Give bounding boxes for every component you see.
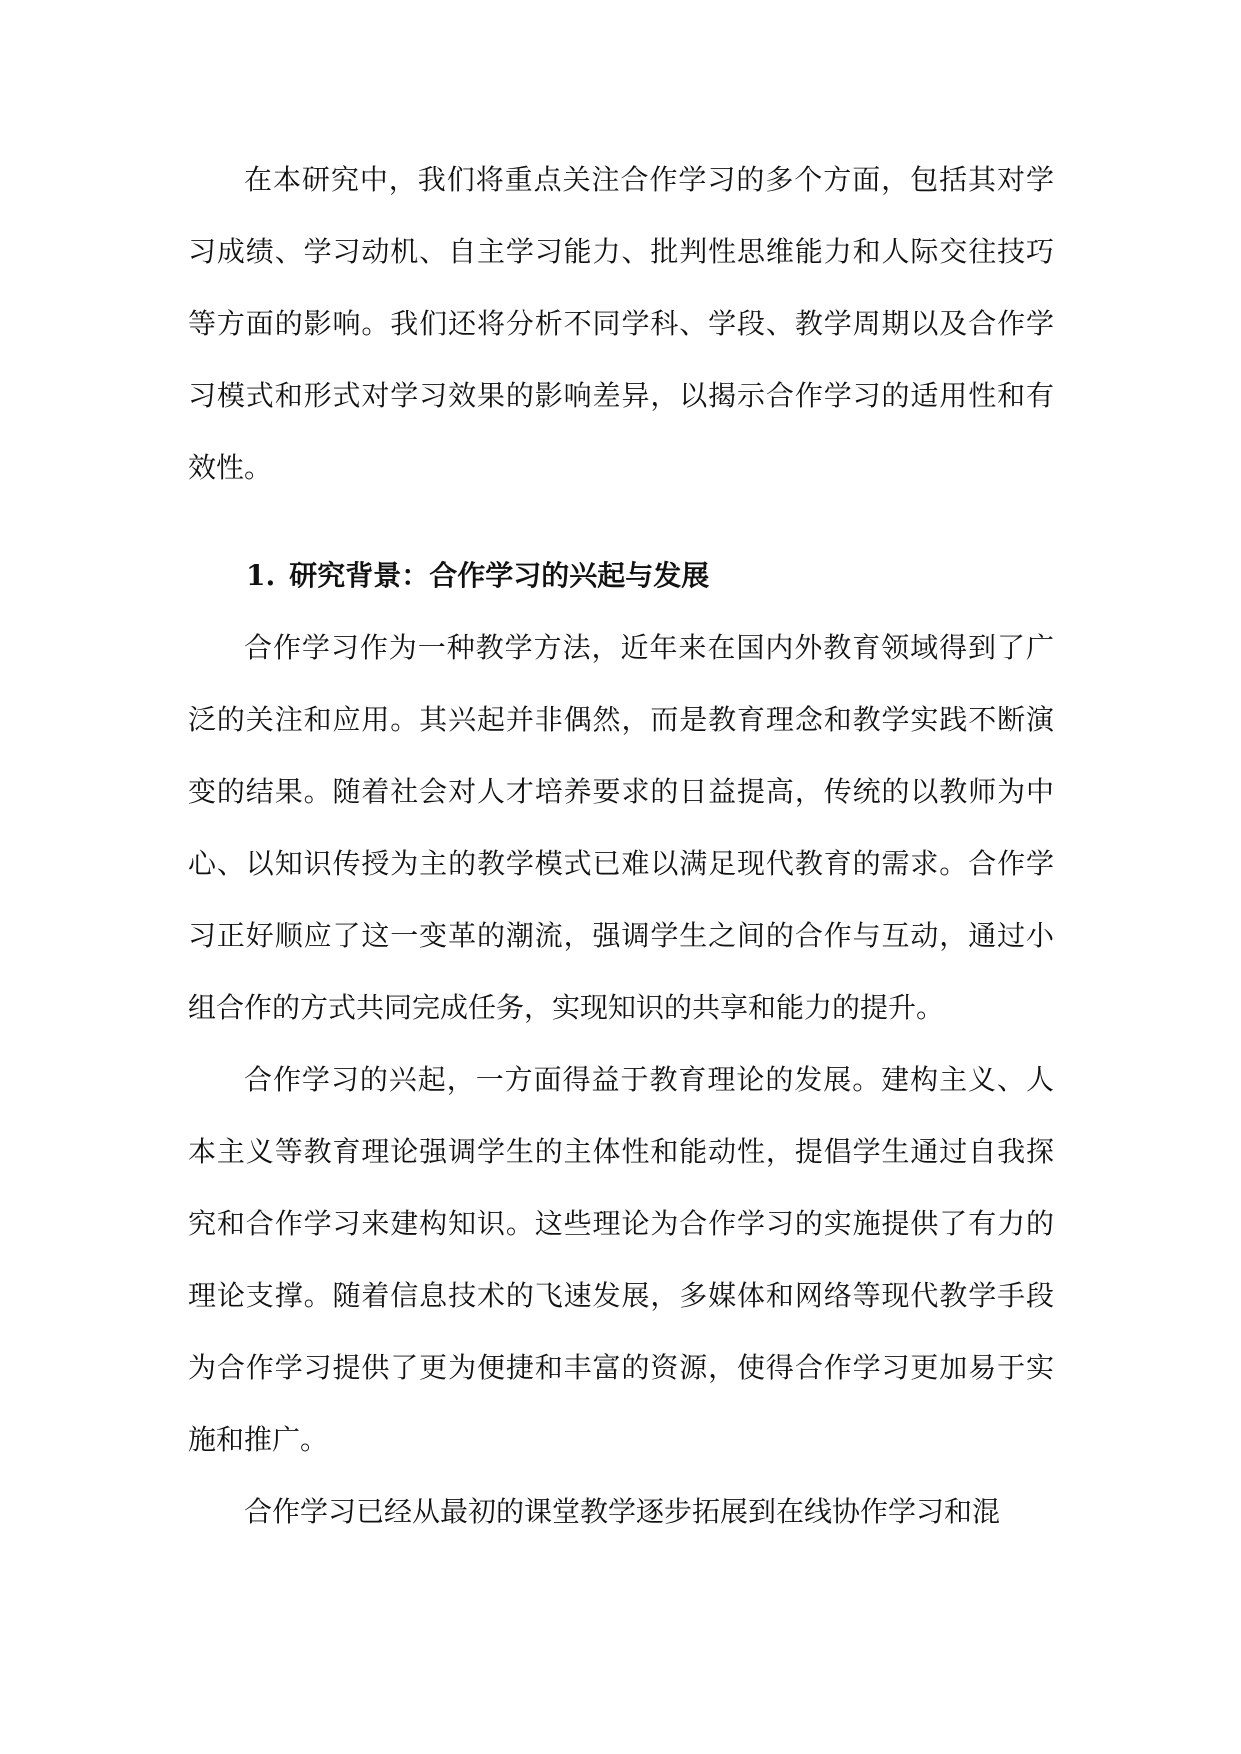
body-paragraph-2: 合作学习的兴起，一方面得益于教育理论的发展。建构主义、人本主义等教育理论强调学生的主体性和能动性，提倡学生通过自我探究和合作学习来建构知识。这些理论为合作学习的实施提供了有力的理论支撑。随着信息技术的飞速发展，多媒体和网络等现代教学手段为合作学习提供了更为便捷和丰富的资源，使得合作学习更加易于实施和推广。 <box>188 1063 1054 1456</box>
document-body <box>188 144 1054 1548</box>
section-heading <box>188 540 1054 612</box>
body-paragraph-3: 合作学习已经从最初的课堂教学逐步拓展到在线协作学习和混 <box>244 1495 1001 1528</box>
section-title: 研究背景：合作学习的兴起与发展 <box>289 559 710 592</box>
body-paragraph-1: 合作学习作为一种教学方法，近年来在国内外教育领域得到了广泛的关注和应用。其兴起并非偶然，而是教育理念和教学实践不断演变的结果。随着社会对人才培养要求的日益提高，传统的以教师为中心、以知识传授为主的教学模式已难以满足现代教育的需求。合作学习正好顺应了这一变革的潮流，强调学生之间的合作与互动，通过小组合作的方式共同完成任务，实现知识的共享和能力的提升。 <box>188 631 1054 1024</box>
intro-paragraph: 在本研究中，我们将重点关注合作学习的多个方面，包括其对学习成绩、学习动机、自主学习能力、批判性思维能力和人际交往技巧等方面的影响。我们还将分析不同学科、学段、教学周期以及合作学习模式和形式对学习效果的影响差异，以揭示合作学习的适用性和有效性。 <box>188 163 1054 484</box>
section-number: 1. <box>246 559 276 592</box>
